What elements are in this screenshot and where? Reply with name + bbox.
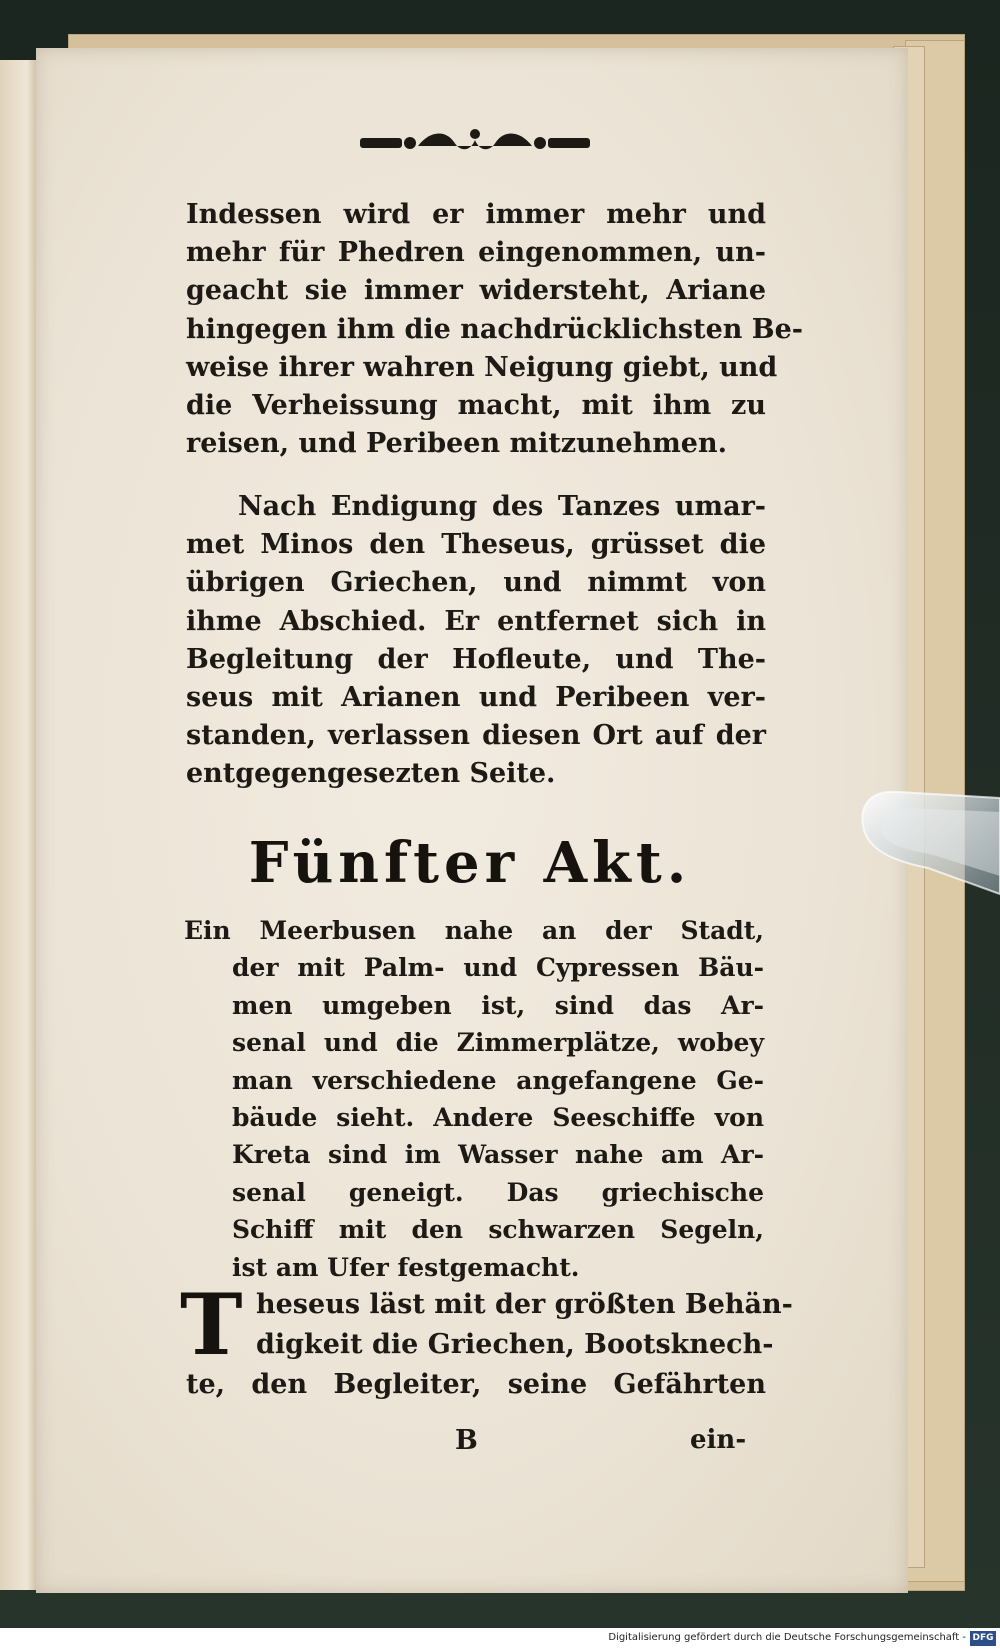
text-line: Kreta sind im Wasser nahe am Ar- [232, 1140, 764, 1170]
text-line: standen, verlassen diesen Ort auf der [186, 720, 766, 752]
text-line: bäude sieht. Andere Seeschiffe von [232, 1103, 764, 1133]
text-line: die Verheissung macht, mit ihm zu [186, 390, 766, 422]
text-line: met Minos den Theseus, grüsset die [186, 529, 766, 561]
text-line: hingegen ihm die nachdrücklichsten Be- [186, 313, 803, 345]
text-line: Begleitung der Hofleute, und The- [186, 643, 766, 675]
act-heading: Fünfter Akt. [248, 830, 692, 896]
text-line: Nach Endigung des Tanzes umar- [238, 491, 766, 522]
ornament-icon [360, 124, 590, 166]
text-line: Indessen wird er immer mehr und [186, 199, 766, 230]
text-line: heseus läst mit der größten Behän- [256, 1289, 793, 1320]
text-line: digkeit die Griechen, Bootsknech- [256, 1329, 774, 1360]
text-line: der mit Palm- und Cypressen Bäu- [232, 953, 764, 983]
text-line: senal und die Zimmerplätze, wobey [232, 1028, 764, 1058]
text-line: mehr für Phedren eingenommen, un- [186, 237, 766, 269]
footer-bar [0, 1628, 1000, 1650]
text-line: ihme Abschied. Er entfernet sich in [186, 605, 766, 637]
page-clip-icon [858, 790, 1000, 900]
stage-direction [184, 912, 764, 1286]
text-line: entgegengesezten Seite. [186, 758, 556, 790]
text-line: man verschiedene angefangene Ge- [232, 1065, 764, 1095]
left-page-edge [0, 60, 40, 1590]
text-line: Schiff mit den schwarzen Segeln, [232, 1215, 764, 1245]
text-line: übrigen Griechen, und nimmt von [186, 567, 766, 599]
text-line: Ein Meerbusen nahe an der Stadt, [184, 916, 764, 945]
signature-mark: B [455, 1425, 478, 1456]
dfg-logo: DFG [970, 1631, 996, 1646]
text-line: ist am Ufer festgemacht. [232, 1252, 580, 1282]
text-line: men umgeben ist, sind das Ar- [232, 990, 764, 1020]
paragraph-1 [186, 196, 803, 463]
text-line: weise ihrer wahren Neigung giebt, und [186, 351, 778, 383]
text-line: reisen, und Peribeen mitzunehmen. [186, 428, 727, 460]
catchword: ein- [690, 1425, 747, 1455]
text-line: senal geneigt. Das griechische [232, 1177, 764, 1207]
paragraph-2 [186, 488, 766, 794]
footer-credit: Digitalisierung gefördert durch die Deutsche Forschungsgemeinschaft - [608, 1632, 966, 1643]
text-line: te, den Begleiter, seine Gefährten [186, 1369, 766, 1400]
text-line: geacht sie immer widersteht, Ariane [186, 275, 766, 307]
text-line: seus mit Arianen und Peribeen ver- [186, 682, 766, 714]
drop-cap: T [180, 1275, 243, 1374]
paragraph-3 [186, 1285, 793, 1405]
